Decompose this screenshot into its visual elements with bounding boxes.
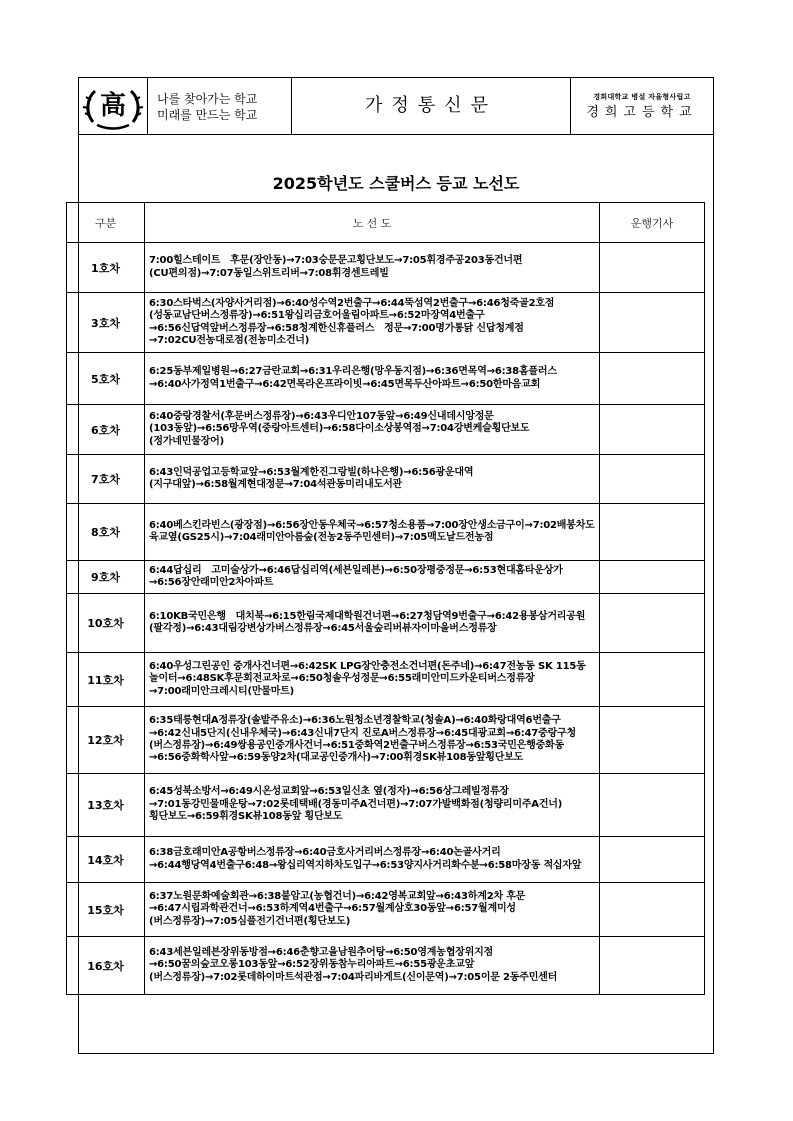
table-row — [67, 243, 705, 293]
route-stops: 6:38금호래미안A공항버스정류장→6:40금호사거리버스정류장→6:40논골사거리→6:44행당역4번출구6:48→왕십리역지하차도입구→6:53양지사거리화수분→6:58마장동 적십자앞 — [145, 837, 600, 883]
table-row — [67, 504, 705, 561]
driver-cell — [600, 405, 705, 455]
route-table — [66, 202, 705, 995]
bus-number: 12호차 — [67, 707, 145, 774]
driver-cell — [600, 837, 705, 883]
driver-cell — [600, 504, 705, 561]
route-stops: 6:44답십리 고미술상가→6:46답십리역(세븐일레븐)→6:50장평중정문→6:53현대홈타운상가→6:56장안래미안2차아파트 — [145, 561, 600, 594]
route-stops: 6:35태릉현대A정류장(솔밭주유소)→6:36노원청소년경찰학교(청솔A)→6:40화랑대역6번출구→6:42신내5단지(신내우체국)→6:43신내7단지 진로A버스정류장→6:45대광교회→6:47중랑구청(버스정류장)→6:49쌍용공인중개사건너→6:51중화역2번출구버스정류장→6:53국민은행중화동→6:56중화학사앞→6:59동양2차(대교공인중개사)→7:00휘경SK뷰108동앞횡단보도 — [145, 707, 600, 774]
school-info — [571, 78, 713, 134]
bus-number: 7호차 — [67, 455, 145, 504]
route-stops: 6:25동부제일병원→6:27금란교회→6:31우리은행(망우동지점)→6:36면목역→6:38홈플러스→6:40사가정역1번출구→6:42면목라온프라이빗→6:45면목두산아파트→6:50한마음교회 — [145, 353, 600, 405]
bus-number: 10호차 — [67, 594, 145, 653]
bus-number: 6호차 — [67, 405, 145, 455]
school-subtitle: 경희대학교 병설 자율형사립고 — [593, 93, 691, 101]
bus-number: 14호차 — [67, 837, 145, 883]
header-bus: 구분 — [67, 203, 145, 243]
driver-cell — [600, 653, 705, 707]
driver-cell — [600, 883, 705, 937]
driver-cell — [600, 594, 705, 653]
emblem-character: 高 — [99, 91, 127, 121]
motto-line-1: 나를 찾아가는 학교 — [157, 92, 258, 106]
table-row — [67, 405, 705, 455]
table-row — [67, 707, 705, 774]
driver-cell — [600, 293, 705, 353]
table-row — [67, 594, 705, 653]
bus-number: 8호차 — [67, 504, 145, 561]
table-row — [67, 774, 705, 837]
bus-number: 16호차 — [67, 937, 145, 995]
route-stops: 6:40우성그린공인 중개사건너편→6:42SK LPG장안충전소건너편(돈주네)→6:47전농동 SK 115동 놀이터→6:48SK후문회전교차로→6:50청솔우성정문→6:55래미안미드카운티버스정류장→7:00래미안크레시티(만물마트) — [145, 653, 600, 707]
school-motto — [148, 78, 292, 134]
bus-number: 15호차 — [67, 883, 145, 937]
bus-number: 1호차 — [67, 243, 145, 293]
table-row — [67, 353, 705, 405]
driver-cell — [600, 561, 705, 594]
school-name: 경희고등학교 — [586, 105, 698, 120]
motto-line-2: 미래를 만드는 학교 — [157, 108, 258, 122]
table-row — [67, 561, 705, 594]
driver-cell — [600, 774, 705, 837]
table-header-row — [67, 203, 705, 243]
bus-number: 13호차 — [67, 774, 145, 837]
bus-number: 11호차 — [67, 653, 145, 707]
table-row — [67, 937, 705, 995]
table-row — [67, 455, 705, 504]
table-row — [67, 293, 705, 353]
driver-cell — [600, 455, 705, 504]
driver-cell — [600, 353, 705, 405]
bus-number: 9호차 — [67, 561, 145, 594]
route-stops: 6:43인덕공업고등학교앞→6:53월계한진그랑빌(하나은행)→6:56광운대역(지구대앞)→6:58월계현대정문→7:04석관동미리내도서관 — [145, 455, 600, 504]
school-emblem-icon — [79, 78, 147, 133]
route-stops: 6:40중랑경찰서(후문버스정류장)→6:43우디안107동앞→6:49신내데시앙정문(103동앞)→6:56망우역(중랑아트센터)→6:58다이소상봉역점→7:04강변케슬횡단보도(정가네민물장어) — [145, 405, 600, 455]
route-stops: 6:43세븐일레븐장위동방점→6:46춘향고을남원추어탕→6:50영계농협장위지점→6:50꿈의숲코오롱103동앞→6:52장위동참누리아파트→6:55광운초교앞(버스정류장)→7:02롯데하이마트석관점→7:04파리바게트(신이문역)→7:05이문 2동주민센터 — [145, 937, 600, 995]
driver-cell — [600, 707, 705, 774]
bus-number: 3호차 — [67, 293, 145, 353]
route-stops: 6:30스타벅스(자양사거리점)→6:40성수역2번출구→6:44뚝섬역2번출구→6:46청죽골2호점(성동교남단버스정류장)→6:51왕십리금호어울림아파트→6:52마장역4번출구→6:56신답역앞버스정류장→6:58청계한신휴플러스 정문→7:00명가통닭 신답청계점→7:02CU전농대로점(전농미소건너) — [145, 293, 600, 353]
page-title: 2025학년도 스쿨버스 등교 노선도 — [272, 174, 520, 193]
table-row — [67, 883, 705, 937]
table-row — [67, 653, 705, 707]
route-stops: 6:40베스킨라빈스(광장점)→6:56장안동우체국→6:57청소용품→7:00장안생소금구이→7:02배봉차도 육교옆(GS25시)→7:04래미안아름숲(전농2동주민센터)→7:05맥도날드전농점 — [145, 504, 600, 561]
school-logo — [79, 78, 148, 134]
driver-cell — [600, 243, 705, 293]
driver-cell — [600, 937, 705, 995]
route-stops: 7:00힐스테이트 후문(장안동)→7:03숭문문고횡단보도→7:05휘경주공203동건너편(CU편의점)→7:07동일스위트리버→7:08휘경센트레빌 — [145, 243, 600, 293]
newsletter-header — [79, 78, 713, 135]
newsletter-title: 가정통신문 — [292, 78, 571, 134]
route-stops: 6:45성북소방서→6:49시온성교회앞→6:53일신초 옆(정자)→6:56상그레빌정류장→7:01동강민물매운탕→7:02롯데택배(경동미주A건너편)→7:07가발백화점(청량리미주A건너)횡단보도→6:59휘경SK뷰108동앞 횡단보도 — [145, 774, 600, 837]
header-route: 노 선 도 — [145, 203, 600, 243]
route-stops: 6:10KB국민은행 대치북→6:15한림국제대학원건너편→6:27청담역9번출구→6:42용봉삼거리공원(팔각정)→6:43대림강변상가버스정류장→6:45서울숲리버뷰자이마을버스정류장 — [145, 594, 600, 653]
bus-number: 5호차 — [67, 353, 145, 405]
header-driver: 운행기사 — [600, 203, 705, 243]
table-row — [67, 837, 705, 883]
route-stops: 6:37노원문화예술회관→6:38불암고(농협건너)→6:42영복교회앞→6:43하계2차 후문→6:47시립과학관건너→6:53하계역4번출구→6:57월계삼호30동앞→6:57월계미성(버스정류장)→7:05심플전기건너편(횡단보도) — [145, 883, 600, 937]
